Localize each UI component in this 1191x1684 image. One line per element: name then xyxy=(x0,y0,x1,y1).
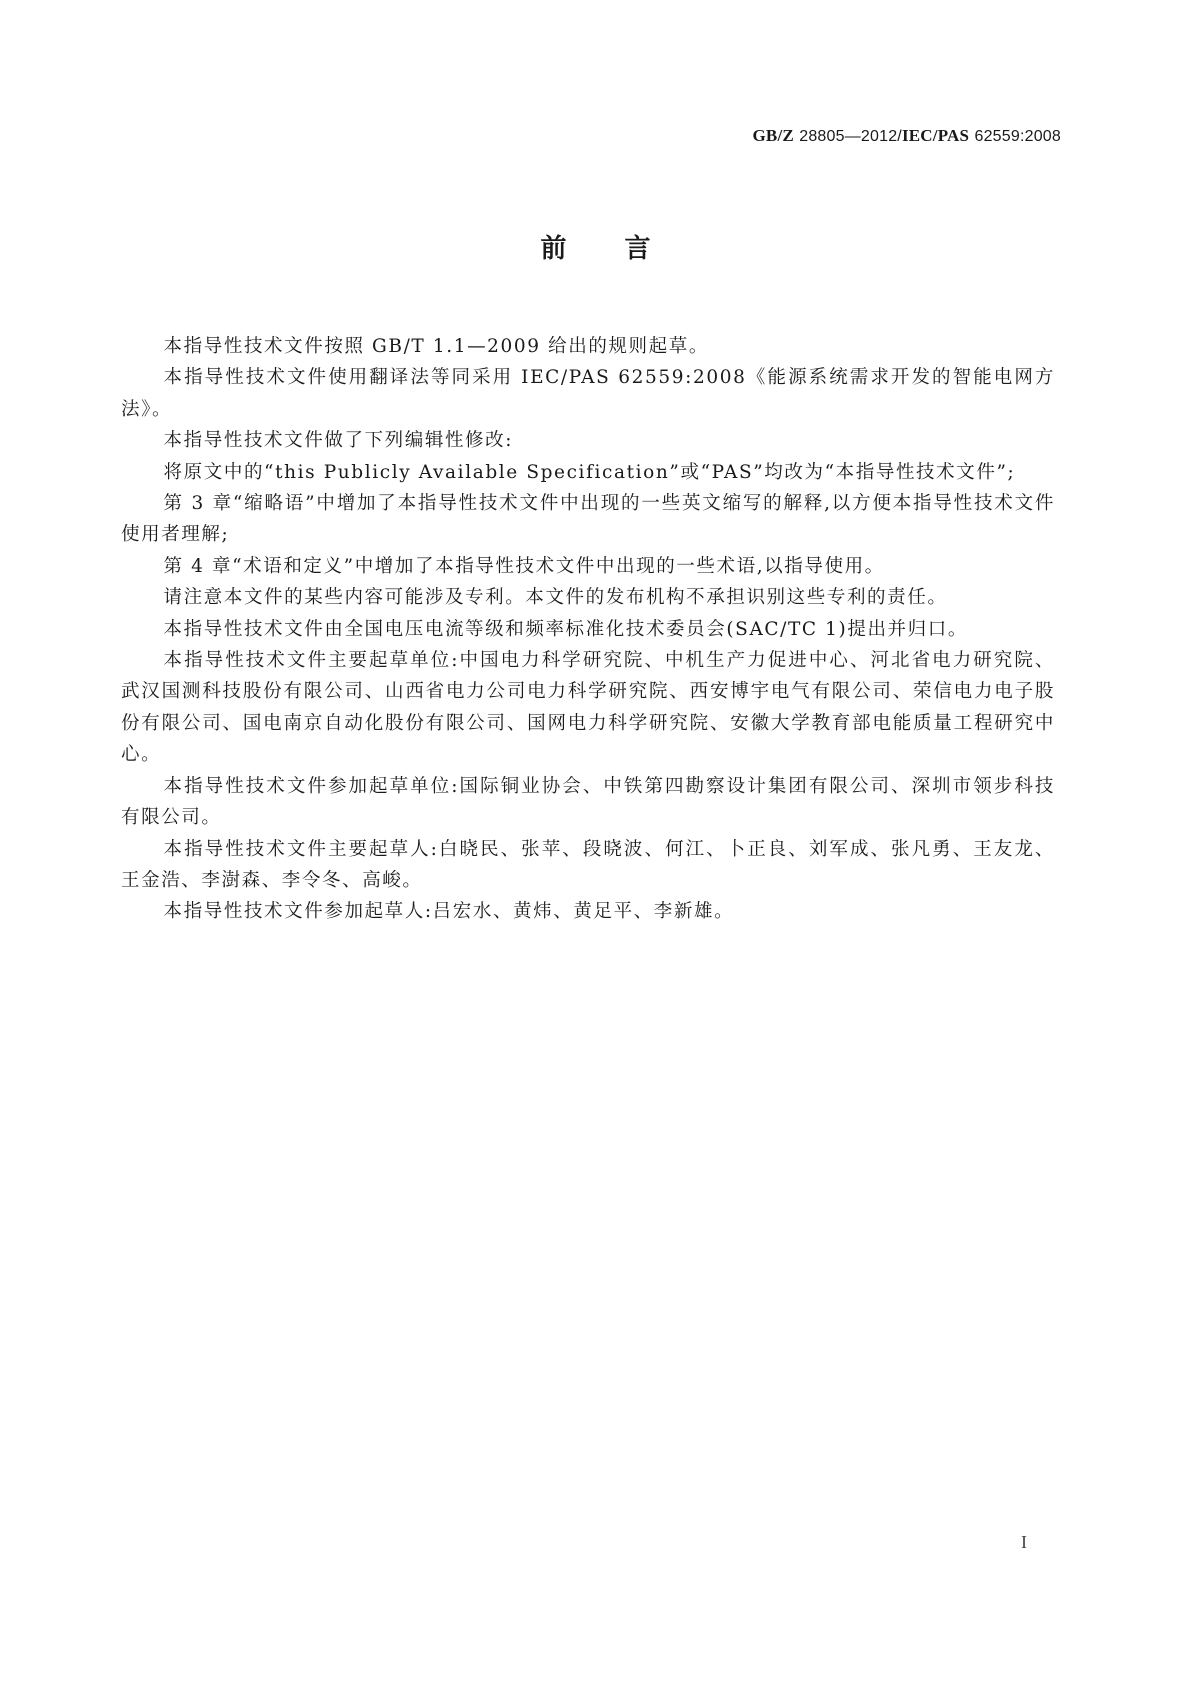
standard-number: 28805—2012/ xyxy=(799,128,902,145)
standard-prefix: GB/Z xyxy=(752,126,794,145)
page-number: I xyxy=(1021,1532,1027,1552)
paragraph-main-drafting-units: 本指导性技术文件主要起草单位:中国电力科学研究院、中机生产力促进中心、河北省电力研究院、武汉国测科技股份有限公司、山西省电力公司电力科学研究院、西安博宇电气有限公司、荣信电力电子股份有限公司、国电南京自动化股份有限公司、国网电力科学研究院、安徽大学教育部电能质量工程研究中心。 xyxy=(121,650,1055,766)
title-char-2: 言 xyxy=(624,234,651,264)
standard-number-header xyxy=(752,126,1061,146)
paragraph-change-1: 将原文中的“this Publicly Available Specification”或“PAS”均改为“本指导性技术文件”; xyxy=(163,461,1016,483)
foreword-body xyxy=(121,331,1055,928)
paragraph-editorial-changes: 本指导性技术文件做了下列编辑性修改: xyxy=(163,430,514,452)
iec-prefix: IEC/PAS xyxy=(901,126,970,145)
iec-number: 62559:2008 xyxy=(974,128,1061,145)
title-char-1: 前 xyxy=(540,234,567,264)
paragraph-participating-units: 本指导性技术文件参加起草单位:国际铜业协会、中铁第四勘察设计集团有限公司、深圳市领步科技有限公司。 xyxy=(121,775,1055,829)
page-title xyxy=(0,228,1191,265)
paragraph-proposer: 本指导性技术文件由全国电压电流等级和频率标准化技术委员会(SAC/TC 1)提出并归口。 xyxy=(163,618,968,640)
paragraph-drafting-rules: 本指导性技术文件按照 GB/T 1.1—2009 给出的规则起草。 xyxy=(163,336,709,357)
paragraph-adoption: 本指导性技术文件使用翻译法等同采用 IEC/PAS 62559:2008《能源系统需求开发的智能电网方法》。 xyxy=(121,367,1055,420)
paragraph-patent-notice: 请注意本文件的某些内容可能涉及专利。本文件的发布机构不承担识别这些专利的责任。 xyxy=(163,587,948,609)
paragraph-change-3: 第 4 章“术语和定义”中增加了本指导性技术文件中出现的一些术语,以指导使用。 xyxy=(163,555,885,577)
paragraph-participating-drafters: 本指导性技术文件参加起草人:吕宏水、黄炜、黄足平、李新雄。 xyxy=(163,901,735,923)
paragraph-main-drafters: 本指导性技术文件主要起草人:白晓民、张苹、段晓波、何江、卜正良、刘军成、张凡勇、王友龙、王金浩、李澍森、李令冬、高峻。 xyxy=(121,838,1055,891)
paragraph-change-2: 第 3 章“缩略语”中增加了本指导性技术文件中出现的一些英文缩写的解释,以方便本指导性技术文件使用者理解; xyxy=(121,493,1055,546)
